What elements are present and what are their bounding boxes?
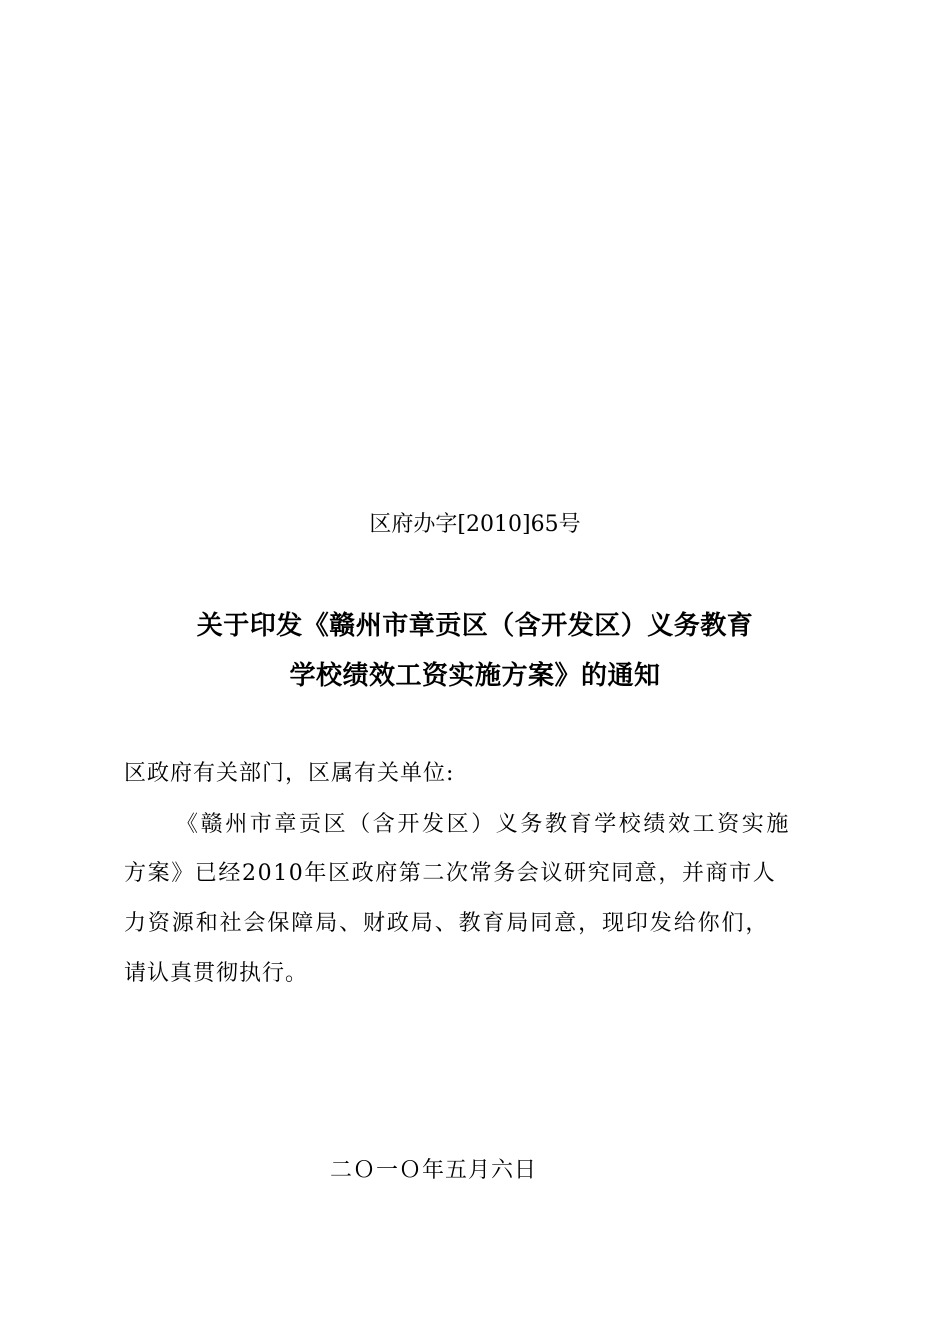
document-title-line-2: 学校绩效工资实施方案》的通知 xyxy=(289,661,661,691)
salutation: 区政府有关部门，区属有关单位: xyxy=(124,761,455,786)
body-paragraph-line: 力资源和社会保障局、财政局、教育局同意，现印发给你们， xyxy=(124,911,770,936)
document-title-line-1: 关于印发《赣州市章贡区（含开发区）义务教育 xyxy=(196,611,754,641)
body-paragraph-line: 请认真贯彻执行。 xyxy=(124,961,309,986)
document-number: 区府办字[2010]65号 xyxy=(369,512,581,537)
body-paragraph-line: 方案》已经2010年区政府第二次常务会议研究同意，并商市人 xyxy=(124,861,777,886)
body-paragraph-line: 《赣州市章贡区（含开发区）义务教育学校绩效工资实施 xyxy=(176,812,792,837)
document-date: 二Ｏ一Ｏ年五月六日 xyxy=(330,1158,538,1183)
